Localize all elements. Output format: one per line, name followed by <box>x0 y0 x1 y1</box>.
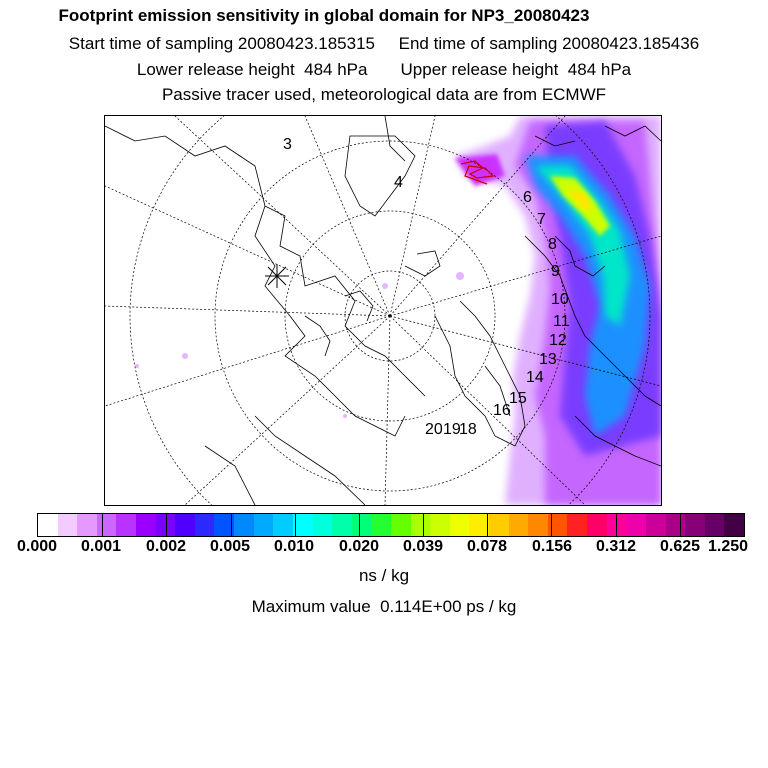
colorbar-tick-label: 0.078 <box>466 538 508 555</box>
colorbar-segment <box>489 514 509 536</box>
colorbar-tick-label: 0.010 <box>273 538 315 555</box>
track-label: 13 <box>539 351 557 368</box>
colorbar-segment <box>469 514 489 536</box>
colorbar-tick-label: 1.250 <box>707 538 749 555</box>
colorbar-segment <box>705 514 725 536</box>
colorbar-segment <box>332 514 352 536</box>
track-label: 11 <box>553 313 570 330</box>
colorbar-tick-label: 0.000 <box>16 538 58 555</box>
colorbar-segment <box>58 514 78 536</box>
colorbar-tick <box>102 514 103 536</box>
colorbar-segment <box>587 514 607 536</box>
track-label: 20 <box>425 421 443 438</box>
colorbar-tick-label: 0.005 <box>209 538 251 555</box>
colorbar-tick <box>166 514 167 536</box>
colorbar-segment <box>254 514 274 536</box>
track-label: 15 <box>509 390 527 407</box>
colorbar-segment <box>450 514 470 536</box>
colorbar-segment <box>116 514 136 536</box>
colorbar-segment <box>273 514 293 536</box>
track-label: 9 <box>551 263 560 280</box>
release-height-line: Lower release height 484 hPa Upper release height 484 hPa <box>136 60 632 79</box>
colorbar-tick <box>487 514 488 536</box>
colorbar-tick <box>231 514 232 536</box>
track-label: 18 <box>459 421 477 438</box>
colorbar-segment <box>666 514 686 536</box>
colorbar-tick <box>359 514 360 536</box>
tracer-info-line: Passive tracer used, meteorological data are from ECMWF <box>161 85 607 104</box>
colorbar-segment <box>352 514 372 536</box>
sampling-time-line: Start time of sampling 20080423.185315 End time of sampling 20080423.185436 <box>68 34 700 53</box>
footprint-map <box>104 115 662 506</box>
colorbar-segment <box>293 514 313 536</box>
colorbar-segment <box>313 514 333 536</box>
track-label: 10 <box>551 291 569 308</box>
colorbar-tick <box>295 514 296 536</box>
track-label: 8 <box>548 236 557 253</box>
colorbar-tick <box>680 514 681 536</box>
colorbar-segment <box>685 514 705 536</box>
colorbar-tick-label: 0.156 <box>531 538 573 555</box>
colorbar-segment <box>38 514 58 536</box>
track-label: 16 <box>493 402 511 419</box>
colorbar-segment <box>391 514 411 536</box>
colorbar-tick-label: 0.002 <box>145 538 187 555</box>
colorbar-segment <box>567 514 587 536</box>
colorbar-segment <box>646 514 666 536</box>
colorbar-segment <box>175 514 195 536</box>
colorbar-tick <box>551 514 552 536</box>
colorbar-tick-label: 0.312 <box>595 538 637 555</box>
colorbar-segment <box>136 514 156 536</box>
colorbar-segment <box>626 514 646 536</box>
colorbar-tick-label: 0.001 <box>80 538 122 555</box>
colorbar-tick-label: 0.039 <box>402 538 444 555</box>
track-label: 3 <box>283 136 292 153</box>
colorbar-tick <box>423 514 424 536</box>
colorbar-segment <box>509 514 529 536</box>
colorbar-segment <box>77 514 97 536</box>
colorbar-segment <box>97 514 117 536</box>
colorbar-segment <box>195 514 215 536</box>
track-label: 7 <box>537 211 546 228</box>
colorbar-unit: ns / kg <box>358 566 410 585</box>
colorbar-segment <box>234 514 254 536</box>
maximum-value-text: Maximum value 0.114E+00 ps / kg <box>251 597 517 616</box>
track-label: 19 <box>443 421 461 438</box>
track-label: 14 <box>526 369 544 386</box>
release-location-marker <box>265 264 289 288</box>
colorbar <box>37 513 745 537</box>
colorbar-segment <box>411 514 431 536</box>
plot-title: Footprint emission sensitivity in global domain for NP3_20080423 <box>58 6 590 25</box>
colorbar-tick <box>616 514 617 536</box>
colorbar-segment <box>724 514 744 536</box>
track-label: 12 <box>549 332 567 349</box>
track-label: 6 <box>523 189 532 206</box>
map-canvas <box>105 116 661 505</box>
track-label: 4 <box>394 174 403 191</box>
colorbar-segment <box>430 514 450 536</box>
colorbar-segment <box>371 514 391 536</box>
colorbar-tick-label: 0.625 <box>659 538 701 555</box>
colorbar-segment <box>528 514 548 536</box>
colorbar-tick-label: 0.020 <box>338 538 380 555</box>
